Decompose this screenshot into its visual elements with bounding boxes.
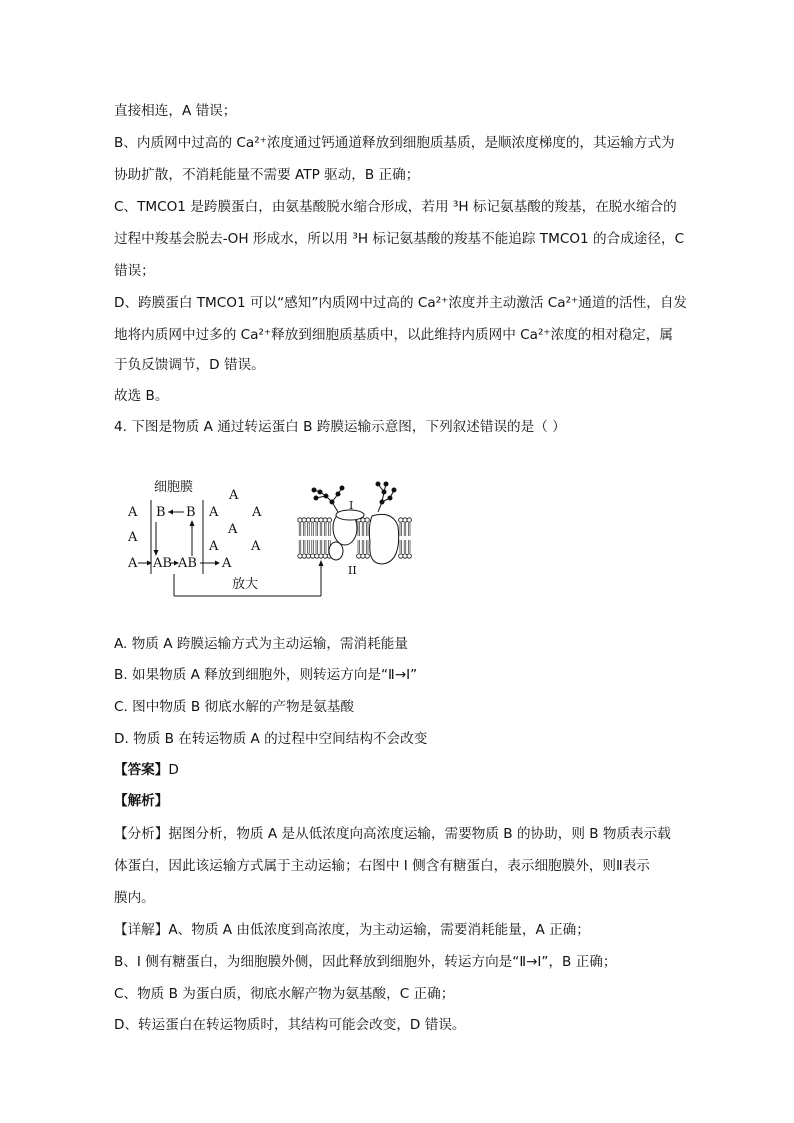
answer-value: D (168, 762, 179, 778)
phospholipid-tail (400, 523, 402, 536)
phospholipid-head (403, 554, 407, 558)
phospholipid-head (327, 518, 331, 522)
option-d[interactable]: D. 物质 B 在转运物质 A 的过程中空间结构不会改变 (114, 731, 428, 747)
answer-line (114, 760, 179, 780)
phospholipid-tail (312, 523, 314, 536)
phospholipid-head (365, 554, 369, 558)
substance-a-label: A (228, 522, 238, 537)
phospholipid-tail (312, 540, 314, 553)
substance-a-label: A (128, 530, 138, 545)
phospholipid-tail (404, 540, 406, 553)
protein-b-label: B (156, 505, 166, 520)
phospholipid-head (323, 554, 327, 558)
phospholipid-head (399, 554, 403, 558)
complex-ab-label: AB (153, 556, 172, 571)
side-ii-label: II (348, 564, 357, 577)
phospholipid-head (302, 518, 306, 522)
phospholipid-tail (320, 540, 322, 553)
phospholipid-head (315, 518, 319, 522)
phospholipid-tail (366, 540, 368, 553)
option-a[interactable]: A. 物质 A 跨膜运输方式为主动运输，需消耗能量 (114, 636, 408, 652)
phospholipid-head (361, 518, 365, 522)
question-stem: 4. 下图是物质 A 通过转运蛋白 B 跨膜运输示意图，下列叙述错误的是（ ） (114, 419, 566, 435)
analysis-line: C、物质 B 为蛋白质，彻底水解产物为氨基酸，C 正确； (114, 986, 455, 1002)
phospholipid-tail (366, 523, 368, 536)
phospholipid-tail (362, 523, 364, 536)
side-i-label: I (349, 499, 354, 512)
substance-a-label: A (209, 505, 219, 520)
magnify-label: 放大 (232, 577, 259, 592)
phospholipid-tail (320, 523, 322, 536)
phospholipid-tail (299, 540, 301, 553)
glycoprotein-chain (312, 482, 396, 512)
phospholipid-head (310, 518, 314, 522)
phospholipid-tail (404, 523, 406, 536)
phospholipid-head (315, 554, 319, 558)
phospholipid-tail (408, 523, 410, 536)
text-line: 直接相连，A 错误； (114, 103, 237, 119)
phospholipid-head (298, 518, 302, 522)
phospholipid-head (306, 518, 310, 522)
phospholipid-tail (303, 540, 305, 553)
substance-a-label: A (251, 539, 261, 554)
phospholipid-tail (324, 540, 326, 553)
phospholipid-tail (358, 540, 360, 553)
phospholipid-head (310, 554, 314, 558)
phospholipid-head (403, 518, 407, 522)
phospholipid-tail (329, 523, 331, 536)
analysis-label: 【解析】 (114, 793, 169, 809)
text-line: D、跨膜蛋白 TMCO1 可以“感知”内质网中过高的 Ca²⁺浓度并主动激活 Ca²⁺通道的活性，自发 (114, 295, 688, 311)
analysis-line: 【分析】据图分析，物质 A 是从低浓度向高浓度运输，需要物质 B 的协助，则 B 物质表示载 (114, 826, 671, 842)
phospholipid-head (407, 554, 411, 558)
analysis-line: 【详解】A、物质 A 由低浓度到高浓度，为主动运输，需要消耗能量，A 正确； (114, 922, 590, 938)
phospholipid-tail (303, 523, 305, 536)
phospholipid-head (298, 554, 302, 558)
phospholipid-tail (308, 523, 310, 536)
phospholipid-head (306, 554, 310, 558)
carrier-protein (369, 514, 398, 564)
transport-diagram (120, 470, 420, 605)
phospholipid-head (357, 554, 361, 558)
substance-a-label: A (128, 556, 138, 571)
text-line: 于负反馈调节，D 错误。 (114, 357, 265, 373)
phospholipid-head (302, 554, 306, 558)
analysis-line: B、I 侧有糖蛋白，为细胞膜外侧，因此释放到细胞外，转运方向是“Ⅱ→I”，B 正确； (114, 954, 617, 970)
text-line: B、内质网中过高的 Ca²⁺浓度通过钙通道释放到细胞质基质，是顺浓度梯度的，其运输方式为 (114, 135, 675, 151)
phospholipid-head (365, 518, 369, 522)
phospholipid-tail (408, 540, 410, 553)
phospholipid-head (319, 518, 323, 522)
text-line: 协助扩散，不消耗能量不需要 ATP 驱动，B 正确； (114, 167, 420, 183)
text-line: 故选 B。 (114, 388, 169, 404)
text-line: C、TMCO1 是跨膜蛋白，由氨基酸脱水缩合形成，若用 ³H 标记氨基酸的羧基，在脱水缩合的 (114, 199, 677, 215)
phospholipid-tail (316, 523, 318, 536)
analysis-line: D、转运蛋白在转运物质时，其结构可能会改变，D 错误。 (114, 1017, 466, 1033)
phospholipid-tail (299, 523, 301, 536)
membrane-label: 细胞膜 (154, 480, 194, 495)
text-line: 地将内质网中过多的 Ca²⁺释放到细胞质基质中，以此维持内质网中 Ca²⁺浓度的相对稳定，属 (114, 327, 673, 343)
phospholipid-tail (358, 523, 360, 536)
analysis-line: 膜内。 (114, 890, 155, 906)
phospholipid-tail (324, 523, 326, 536)
substance-a-label: A (128, 505, 138, 520)
phospholipid-tail (400, 540, 402, 553)
complex-ab-label: AB (178, 556, 197, 571)
phospholipid-tail (308, 540, 310, 553)
option-b[interactable]: B. 如果物质 A 释放到细胞外，则转运方向是“Ⅱ→Ⅰ” (114, 667, 418, 683)
phospholipid-head (323, 518, 327, 522)
membrane-protein (329, 542, 343, 560)
substance-a-label: A (229, 488, 239, 503)
substance-a-label: A (209, 539, 219, 554)
substance-a-label: A (222, 556, 232, 571)
phospholipid-tail (316, 540, 318, 553)
phospholipid-head (361, 554, 365, 558)
answer-label: 【答案】 (114, 762, 169, 778)
text-line: 过程中羧基会脱去-OH 形成水，所以用 ³H 标记氨基酸的羧基不能追踪 TMCO1 的合成途径，C (114, 231, 685, 247)
text-line: 错误； (114, 263, 155, 279)
substance-a-label: A (252, 505, 262, 520)
analysis-line: 体蛋白，因此该运输方式属于主动运输；右图中 I 侧含有糖蛋白，表示细胞膜外，则Ⅱ表示 (114, 858, 650, 874)
phospholipid-tail (362, 540, 364, 553)
option-c[interactable]: C. 图中物质 B 彻底水解的产物是氨基酸 (114, 699, 355, 715)
protein-b-label: B (186, 505, 196, 520)
phospholipid-head (399, 518, 403, 522)
phospholipid-head (407, 518, 411, 522)
phospholipid-head (319, 554, 323, 558)
